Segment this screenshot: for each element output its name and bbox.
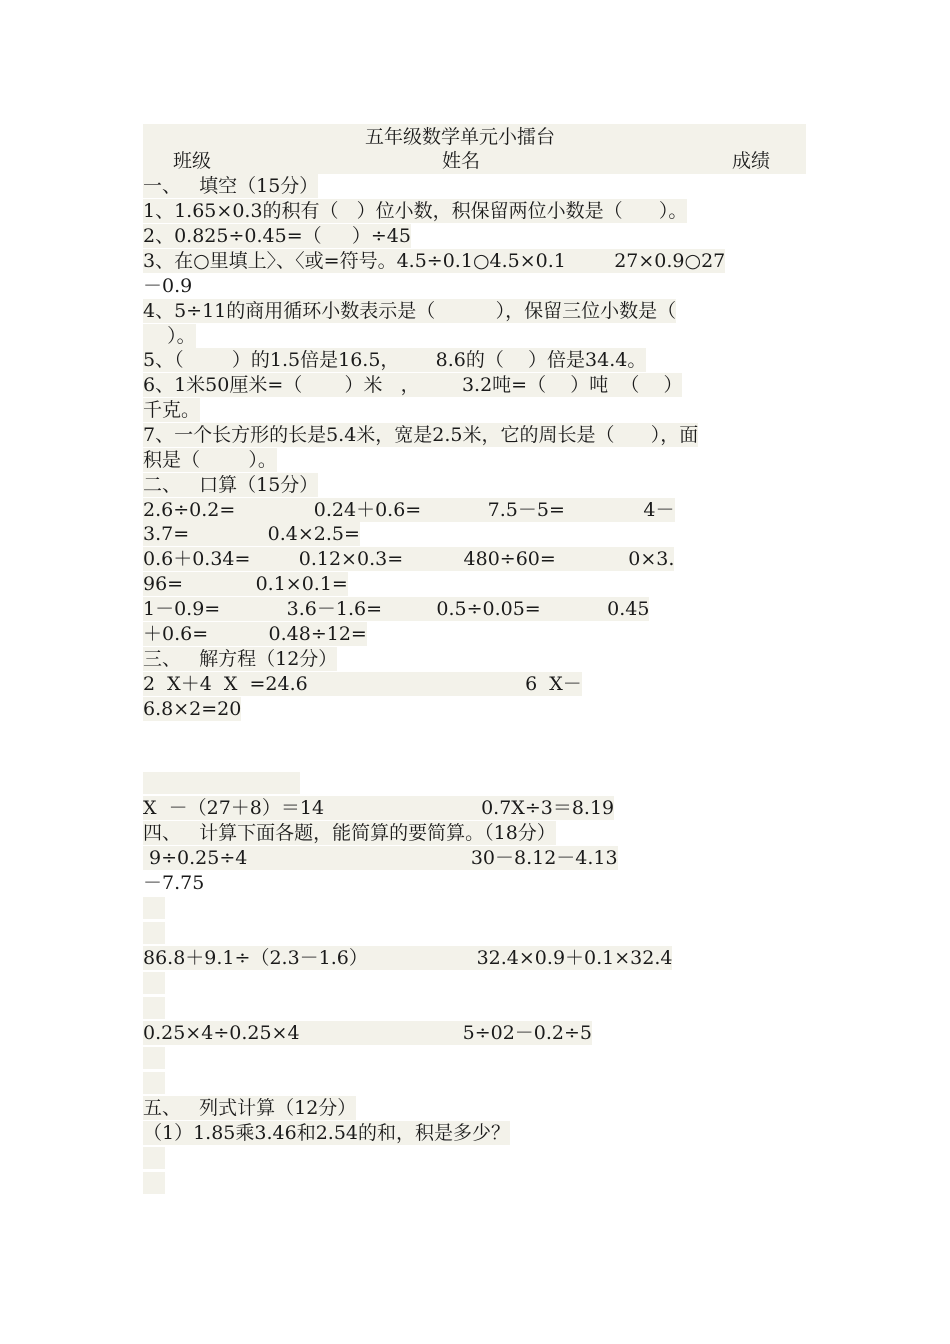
blank-space [143, 997, 165, 1019]
question-1: 1、1.65×0.3的积有（ ）位小数，积保留两位小数是（ ）。 [143, 200, 688, 222]
question-3: 3、在○里填上〉、〈或=符号。4.5÷0.1○4.5×0.1 27×0.9○27 [143, 250, 726, 272]
blank-space [143, 972, 165, 994]
oral-row-1: 2.6÷0.2= 0.24＋0.6= 7.5－5= 4－ [143, 499, 675, 521]
blank-space [143, 1172, 165, 1194]
blank-space [143, 1072, 165, 1094]
question-2: 2、0.825÷0.45=（ ）÷45 [143, 225, 411, 247]
calc-line-3: 86.8＋9.1÷（2.3－1.6） 32.4×0.9＋0.1×32.4 [143, 947, 673, 969]
question-7: 7、一个长方形的长是5.4米，宽是2.5米，它的周长是（ ），面 [143, 424, 699, 446]
question-6: 6、1米50厘米=（ ）米 ， 3.2吨=（ ）吨 （ ） [143, 374, 683, 396]
equation-line-3: X －（27＋8）＝14 0.7X÷3＝8.19 [143, 797, 615, 819]
question-7-cont: 积是（ ）。 [143, 449, 277, 471]
section-4-heading: 四、 计算下面各题，能简算的要简算。（18分） [143, 822, 556, 844]
equation-line-2: 6.8×2=20 [143, 698, 242, 720]
question-5: 5、（ ）的1.5倍是16.5， 8.6的（ ）倍是34.4。 [143, 349, 647, 371]
calc-line-2: －7.75 [143, 872, 205, 894]
oral-row-3: 1－0.9= 3.6－1.6= 0.5÷0.05= 0.45 [143, 598, 650, 620]
calc-line-4: 0.25×4÷0.25×4 5÷02－0.2÷5 [143, 1022, 593, 1044]
score-label: 成绩 [732, 150, 771, 172]
section-5-heading: 五、 列式计算（12分） [143, 1097, 357, 1119]
calc-line-1: 9÷0.25÷4 30－8.12－4.13 [143, 847, 618, 869]
oral-row-2: 0.6＋0.34= 0.12×0.3= 480÷60= 0×3. [143, 548, 675, 570]
word-problem-1: （1）1.85乘3.46和2.54的和，积是多少？ [143, 1122, 511, 1144]
section-2-heading: 二、 口算（15分） [143, 474, 319, 496]
section-3-heading: 三、 解方程（12分） [143, 648, 338, 670]
blank-space [143, 922, 165, 944]
blank-space [143, 1147, 165, 1169]
page-title: 五年级数学单元小擂台 [365, 126, 556, 148]
blank-space [143, 772, 300, 794]
oral-row-1-cont: 3.7= 0.4×2.5= [143, 523, 360, 545]
question-6-cont: 千克。 [143, 399, 201, 421]
oral-row-2-cont: 96= 0.1×0.1= [143, 573, 348, 595]
blank-space [143, 897, 165, 919]
question-4: 4、5÷11的商用循环小数表示是（ ），保留三位小数是（ [143, 300, 677, 322]
class-label: 班级 [173, 150, 212, 172]
equation-line-1: 2 X＋4 X =24.6 6 X－ [143, 673, 582, 695]
question-4-cont: ）。 [143, 325, 196, 347]
blank-space [143, 1047, 165, 1069]
question-3-cont: －0.9 [143, 275, 193, 297]
section-1-heading: 一、 填空（15分） [143, 175, 319, 197]
name-label: 姓名 [442, 150, 481, 172]
oral-row-3-cont: ＋0.6= 0.48÷12= [143, 623, 367, 645]
